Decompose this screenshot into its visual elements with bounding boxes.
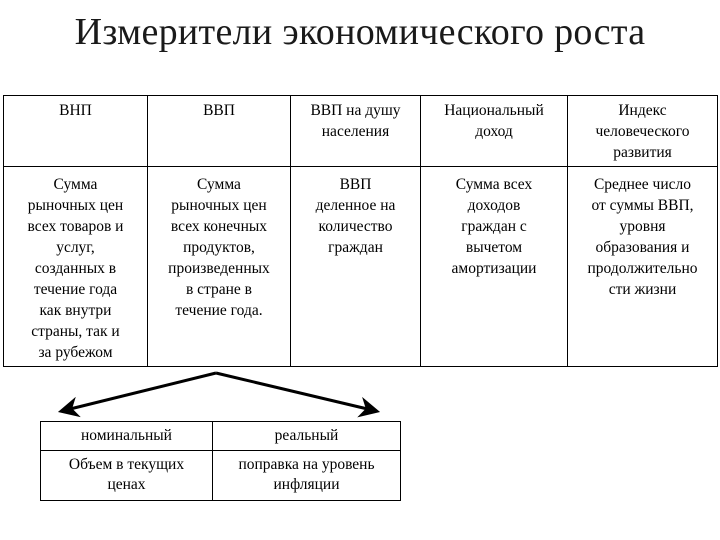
table-header-row <box>4 96 718 167</box>
table-description-row <box>4 167 718 367</box>
description-gdp-per-capita: ВВП деленное на количество граждан <box>291 167 421 367</box>
gdp-types-header-row <box>41 422 401 451</box>
growth-measures-table <box>3 95 718 367</box>
header-gdp: ВВП <box>148 96 291 167</box>
page-title: Измерители экономического роста <box>74 11 646 53</box>
description-human-development-index: Среднее число от суммы ВВП, уровня образования и продолжительно сти жизни <box>568 167 718 367</box>
gdp-types-description-row <box>41 451 401 501</box>
header-national-income: Национальный доход <box>421 96 568 167</box>
description-real: поправка на уровень инфляции <box>213 451 401 501</box>
description-nominal: Объем в текущих ценах <box>41 451 213 501</box>
gdp-types-table <box>40 421 401 501</box>
header-human-development-index: Индекс человеческого развития <box>568 96 718 167</box>
arrow-right <box>216 373 376 411</box>
header-real: реальный <box>213 422 401 451</box>
description-national-income: Сумма всех доходов граждан с вычетом амортизации <box>421 167 568 367</box>
header-gdp-per-capita: ВВП на душу населения <box>291 96 421 167</box>
arrow-left <box>62 373 216 411</box>
description-gnp: Сумма рыночных цен всех товаров и услуг, созданных в течение года как внутри страны, так и за рубежом <box>4 167 148 367</box>
description-gdp: Сумма рыночных цен всех конечных продуктов, произведенных в стране в течение года. <box>148 167 291 367</box>
header-nominal: номинальный <box>41 422 213 451</box>
header-gnp: ВНП <box>4 96 148 167</box>
